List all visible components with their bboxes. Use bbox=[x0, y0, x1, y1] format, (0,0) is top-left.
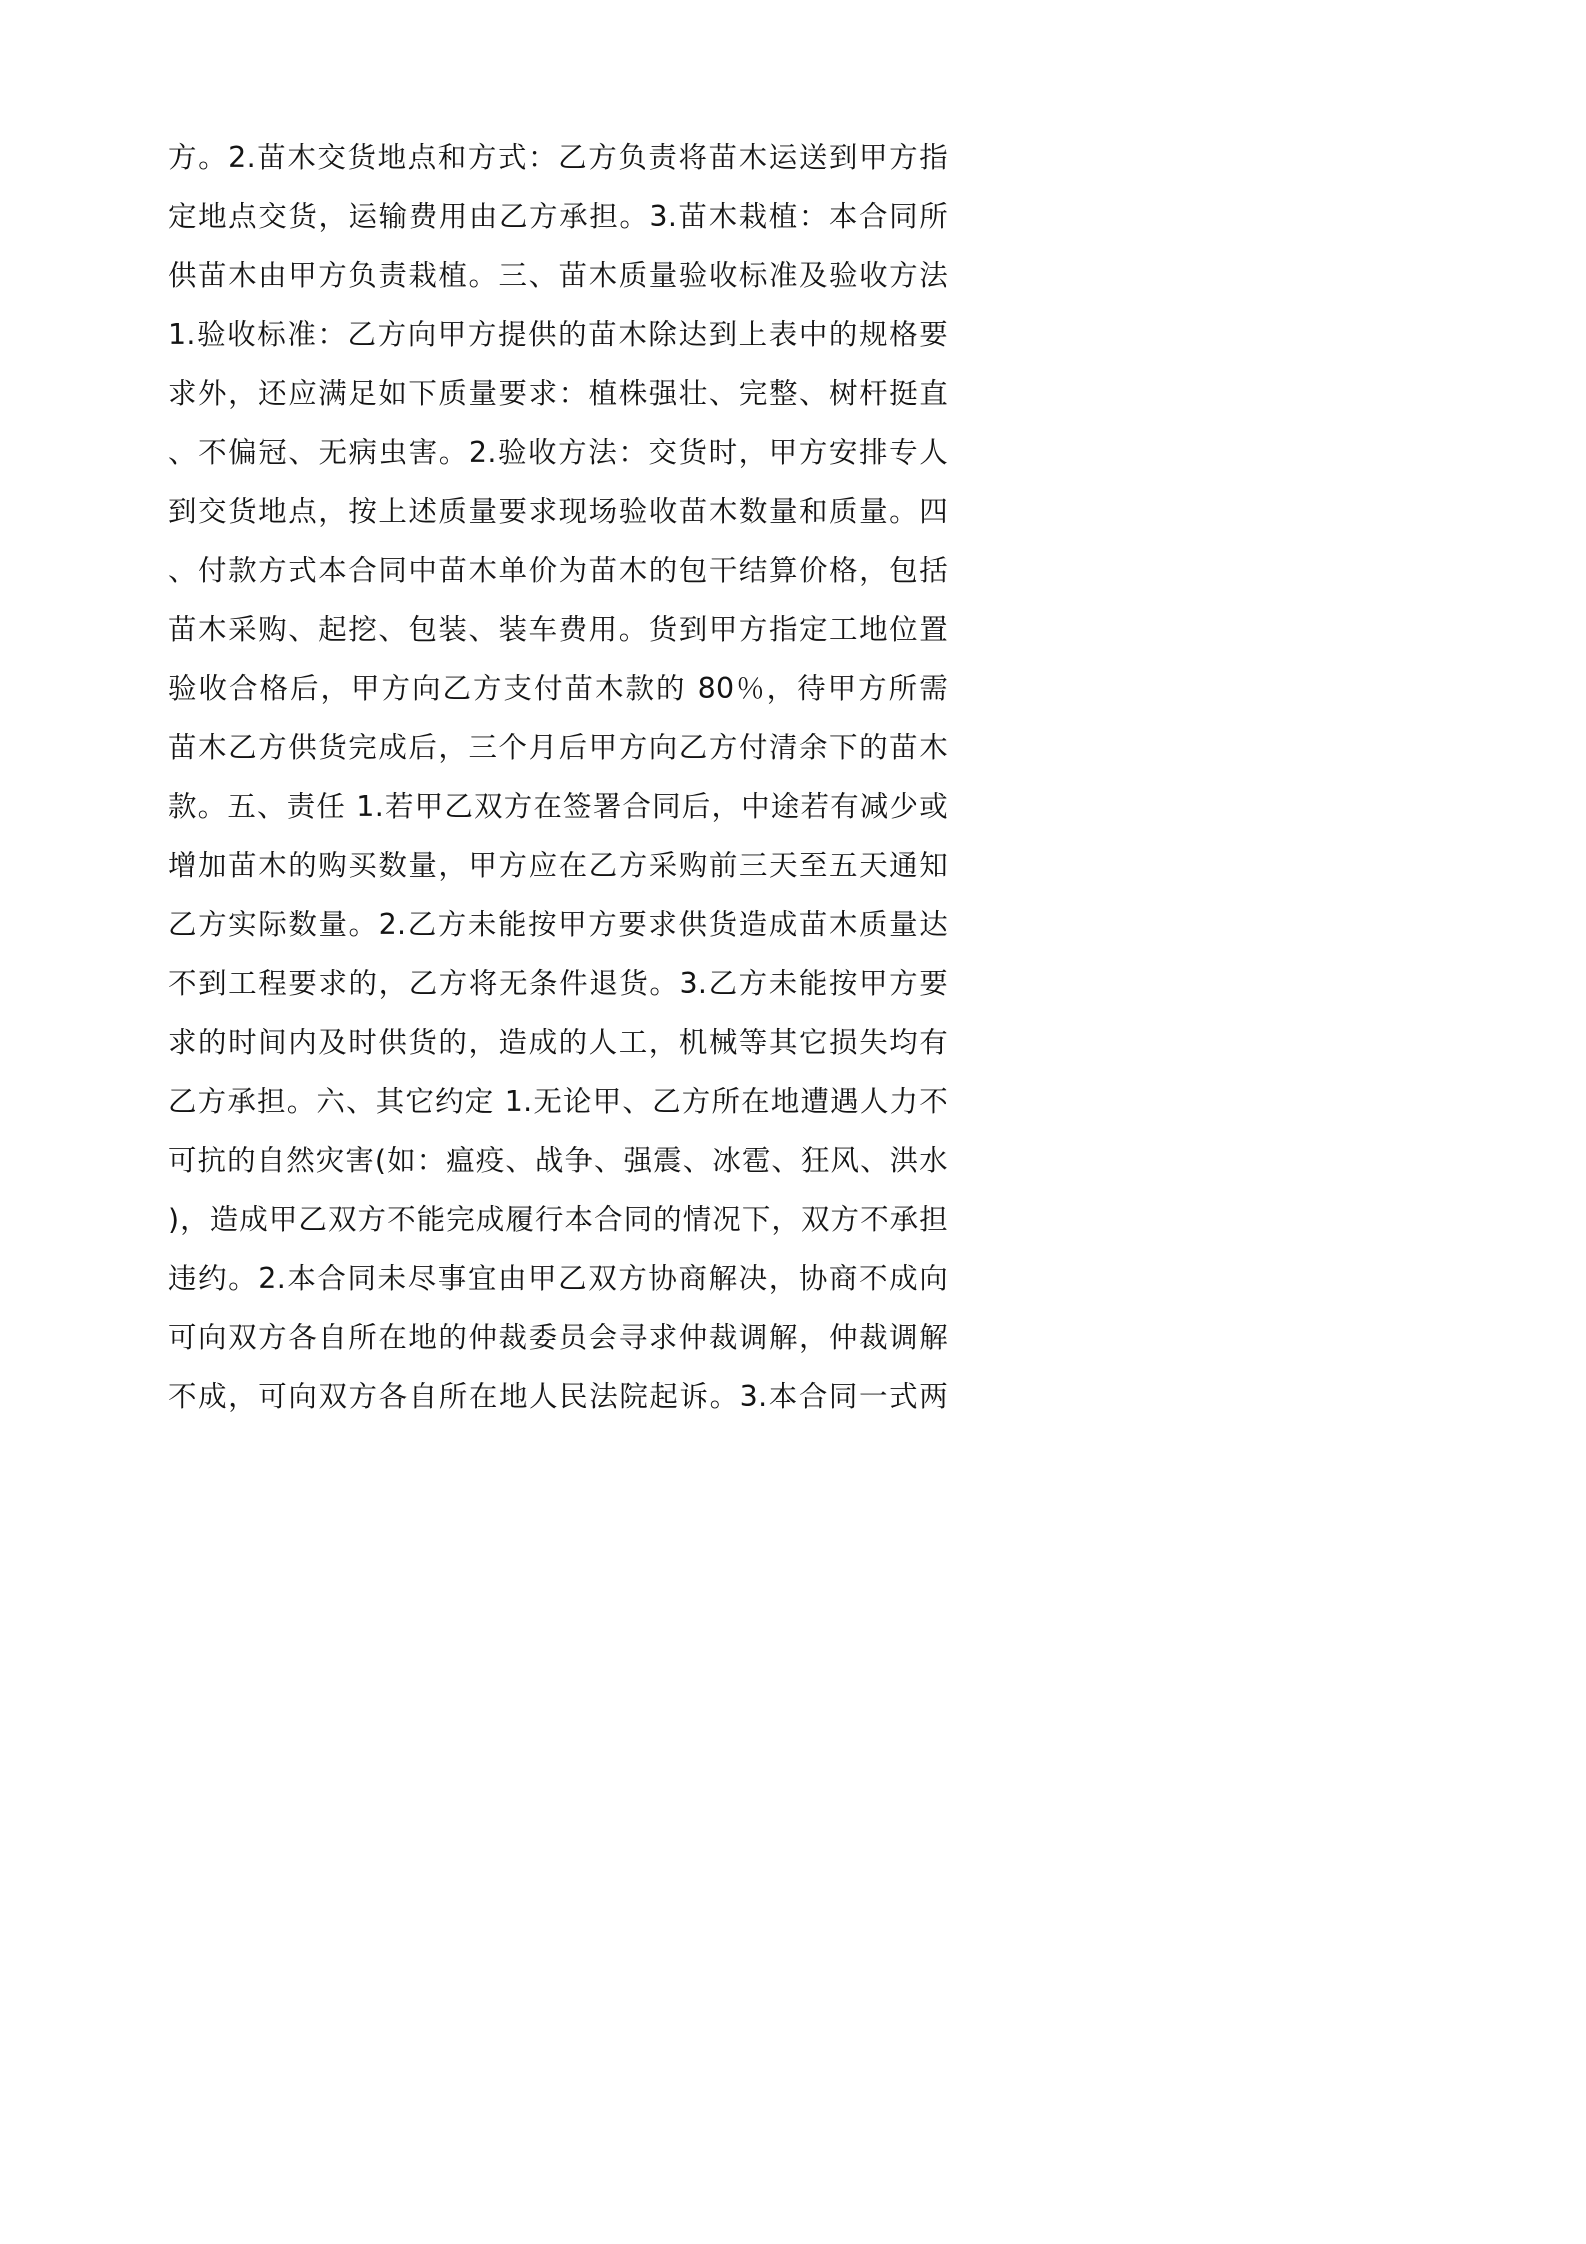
text-line: 方。2.苗木交货地点和方式：乙方负责将苗木运送到甲方指 bbox=[168, 141, 948, 174]
text-line: 到交货地点，按上述质量要求现场验收苗木数量和质量。四 bbox=[168, 495, 948, 528]
document-page bbox=[0, 0, 1108, 1568]
text-line: 增加苗木的购买数量，甲方应在乙方采购前三天至五天通知 bbox=[168, 849, 948, 882]
text-line: )，造成甲乙双方不能完成履行本合同的情况下，双方不承担 bbox=[168, 1203, 948, 1236]
text-line: 违约。2.本合同未尽事宜由甲乙双方协商解决，协商不成向 bbox=[168, 1262, 948, 1295]
text-line: 1.验收标准：乙方向甲方提供的苗木除达到上表中的规格要 bbox=[168, 318, 948, 351]
text-line: 、付款方式本合同中苗木单价为苗木的包干结算价格，包括 bbox=[168, 554, 948, 587]
text-line: 供苗木由甲方负责栽植。三、苗木质量验收标准及验收方法 bbox=[168, 259, 948, 292]
text-line: 求的时间内及时供货的，造成的人工，机械等其它损失均有 bbox=[168, 1026, 948, 1059]
text-line: 苗木乙方供货完成后，三个月后甲方向乙方付清余下的苗木 bbox=[168, 731, 948, 764]
text-line: 款。五、责任 1.若甲乙双方在签署合同后，中途若有减少或 bbox=[168, 790, 948, 823]
text-line: 、不偏冠、无病虫害。2.验收方法：交货时，甲方安排专人 bbox=[168, 436, 948, 469]
text-line: 不到工程要求的，乙方将无条件退货。3.乙方未能按甲方要 bbox=[168, 967, 948, 1000]
text-line: 乙方实际数量。2.乙方未能按甲方要求供货造成苗木质量达 bbox=[168, 908, 948, 941]
text-line: 不成，可向双方各自所在地人民法院起诉。3.本合同一式两 bbox=[168, 1380, 948, 1413]
contract-body-text bbox=[168, 128, 948, 1426]
text-line: 求外，还应满足如下质量要求：植株强壮、完整、树杆挺直 bbox=[168, 377, 948, 410]
text-line: 乙方承担。六、其它约定 1.无论甲、乙方所在地遭遇人力不 bbox=[168, 1085, 948, 1118]
text-line: 验收合格后，甲方向乙方支付苗木款的 80％，待甲方所需 bbox=[168, 672, 948, 705]
text-line: 定地点交货，运输费用由乙方承担。3.苗木栽植：本合同所 bbox=[168, 200, 948, 233]
text-line: 可向双方各自所在地的仲裁委员会寻求仲裁调解，仲裁调解 bbox=[168, 1321, 948, 1354]
text-line: 可抗的自然灾害(如：瘟疫、战争、强震、冰雹、狂风、洪水 bbox=[168, 1144, 948, 1177]
text-line: 苗木采购、起挖、包装、装车费用。货到甲方指定工地位置 bbox=[168, 613, 948, 646]
